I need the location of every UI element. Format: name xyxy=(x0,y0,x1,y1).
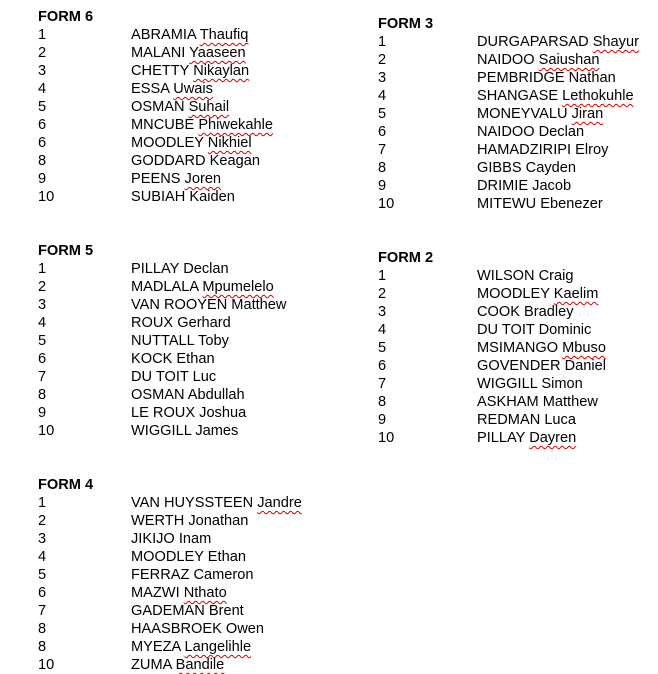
given-name-text: Uwais xyxy=(173,81,213,97)
roster-row-number: 5 xyxy=(38,99,47,115)
given-name-text: Declan xyxy=(183,261,229,277)
given-name-text: Dayren xyxy=(529,430,577,446)
roster-row xyxy=(378,69,639,87)
given-name-text: Phiwekahle xyxy=(198,117,273,133)
roster-row-name xyxy=(477,394,598,410)
surname-text: ABRAMIA xyxy=(131,27,196,43)
surname-text: GADEMAN xyxy=(131,603,205,619)
given-name-text: Suhail xyxy=(188,99,230,115)
surname-text: MAZWI xyxy=(131,585,180,601)
roster-row-name xyxy=(131,549,246,565)
column-left xyxy=(38,8,302,674)
surname-text: CHETTY xyxy=(131,63,190,79)
given-name-text: Toby xyxy=(198,333,229,349)
roster-row xyxy=(38,62,302,80)
roster-row xyxy=(38,332,302,350)
roster-row-name xyxy=(131,351,215,367)
column-right xyxy=(378,15,639,447)
surname-text: SUBIAH xyxy=(131,189,186,205)
form-roster xyxy=(378,267,639,447)
roster-row-number: 4 xyxy=(38,315,47,331)
roster-row-number: 8 xyxy=(38,621,47,637)
surname-text: KOCK xyxy=(131,351,173,367)
roster-row-number: 7 xyxy=(38,603,47,619)
given-name-text: Matthew xyxy=(542,394,598,410)
surname-text: PEMBRIDGE xyxy=(477,70,565,86)
surname-text: GOVENDER xyxy=(477,358,561,374)
roster-row xyxy=(38,638,302,656)
surname-text: WILSON xyxy=(477,268,535,284)
roster-row-number: 6 xyxy=(378,358,387,374)
given-name-text: Bradley xyxy=(524,304,574,320)
roster-row-number: 6 xyxy=(38,135,47,151)
roster-row-name xyxy=(477,430,576,446)
roster-row xyxy=(378,51,639,69)
roster-row-number: 2 xyxy=(38,279,47,295)
roster-row-name xyxy=(131,261,229,277)
surname-text: VAN ROOYEN xyxy=(131,297,228,313)
roster-row-name xyxy=(131,657,224,673)
form-roster xyxy=(38,26,302,206)
roster-row-name xyxy=(131,567,253,583)
roster-row xyxy=(378,429,639,447)
roster-row-name xyxy=(131,495,302,511)
roster-row-number: 1 xyxy=(38,261,47,277)
roster-row xyxy=(38,656,302,674)
surname-text: WIGGILL xyxy=(477,376,538,392)
surname-text: FERRAZ xyxy=(131,567,190,583)
surname-text: JIKIJO xyxy=(131,531,175,547)
roster-row-number: 6 xyxy=(38,117,47,133)
roster-row-number: 1 xyxy=(38,495,47,511)
roster-row-name xyxy=(477,376,583,392)
roster-row-number: 3 xyxy=(38,531,47,547)
given-name-text: Ethan xyxy=(176,351,215,367)
surname-text: DU TOIT xyxy=(477,322,535,338)
roster-row-number: 7 xyxy=(38,369,47,385)
given-name-text: Dominic xyxy=(538,322,592,338)
given-name-text: Bandile xyxy=(175,657,225,673)
given-name-text: Simon xyxy=(541,376,583,392)
roster-row xyxy=(38,368,302,386)
roster-row xyxy=(38,278,302,296)
surname-text: MONEYVALU xyxy=(477,106,568,122)
roster-row xyxy=(378,159,639,177)
given-name-text: Gerhard xyxy=(177,315,231,331)
roster-row-name xyxy=(131,27,248,43)
surname-text: DU TOIT xyxy=(131,369,189,385)
given-name-text: Thaufiq xyxy=(199,27,249,43)
form-title: FORM 3 xyxy=(378,16,434,32)
roster-row xyxy=(378,87,639,105)
roster-row xyxy=(38,26,302,44)
form-section xyxy=(38,8,302,206)
roster-row-name xyxy=(477,268,574,284)
surname-text: MOODLEY xyxy=(477,286,550,302)
roster-row-name xyxy=(131,99,229,115)
given-name-text: Shayur xyxy=(592,34,639,50)
surname-text: REDMAN xyxy=(477,412,541,428)
surname-text: MADLALA xyxy=(131,279,199,295)
surname-text: MOODLEY xyxy=(131,549,204,565)
surname-text: NUTTALL xyxy=(131,333,195,349)
surname-text: DRIMIE xyxy=(477,178,529,194)
surname-text: WERTH xyxy=(131,513,185,529)
roster-row xyxy=(378,141,639,159)
roster-row xyxy=(38,548,302,566)
roster-row-name xyxy=(131,405,246,421)
roster-row xyxy=(38,44,302,62)
form-roster xyxy=(38,260,302,440)
roster-row-name xyxy=(477,52,600,68)
roster-row xyxy=(38,620,302,638)
surname-text: WIGGILL xyxy=(131,423,192,439)
given-name-text: Nikaylan xyxy=(193,63,250,79)
roster-row-number: 10 xyxy=(38,189,55,205)
given-name-text: Brent xyxy=(208,603,244,619)
roster-row-name xyxy=(131,135,252,151)
given-name-text: Ethan xyxy=(207,549,246,565)
form-title: FORM 4 xyxy=(38,477,94,493)
form-title: FORM 6 xyxy=(38,9,94,25)
surname-text: ESSA xyxy=(131,81,170,97)
roster-row xyxy=(378,285,639,303)
roster-row-name xyxy=(131,639,251,655)
roster-row-number: 2 xyxy=(38,513,47,529)
surname-text: MITEWU xyxy=(477,196,537,212)
surname-text: MALANI xyxy=(131,45,186,61)
roster-row xyxy=(378,339,639,357)
roster-row xyxy=(378,123,639,141)
given-name-text: Lethokuhle xyxy=(562,88,634,104)
roster-row xyxy=(378,267,639,285)
surname-text: PILLAY xyxy=(131,261,180,277)
surname-text: MNCUBE xyxy=(131,117,195,133)
roster-row-name xyxy=(477,142,608,158)
roster-row xyxy=(38,260,302,278)
roster-row-name xyxy=(131,387,245,403)
roster-row-number: 7 xyxy=(378,142,387,158)
roster-row-number: 10 xyxy=(38,657,55,673)
roster-row-number: 9 xyxy=(38,171,47,187)
roster-row xyxy=(38,188,302,206)
roster-row xyxy=(38,152,302,170)
roster-row-name xyxy=(477,106,603,122)
given-name-text: Cameron xyxy=(193,567,254,583)
given-name-text: Jiran xyxy=(571,106,604,122)
roster-row-number: 5 xyxy=(38,567,47,583)
roster-row-name xyxy=(131,81,213,97)
roster-row-name xyxy=(131,333,229,349)
surname-text: OSMAN xyxy=(131,99,185,115)
roster-row-name xyxy=(131,585,227,601)
roster-row xyxy=(378,393,639,411)
given-name-text: Jandre xyxy=(257,495,302,511)
roster-row xyxy=(38,116,302,134)
given-name-text: Joshua xyxy=(199,405,247,421)
roster-row xyxy=(38,512,302,530)
roster-row-number: 4 xyxy=(378,88,387,104)
given-name-text: Matthew xyxy=(231,297,287,313)
roster-row xyxy=(378,33,639,51)
form-title: FORM 2 xyxy=(378,250,434,266)
roster-row-number: 10 xyxy=(378,430,395,446)
roster-row-name xyxy=(131,189,235,205)
surname-text: DURGAPARSAD xyxy=(477,34,589,50)
roster-row-number: 8 xyxy=(378,160,387,176)
roster-row xyxy=(38,296,302,314)
given-name-text: Jacob xyxy=(532,178,572,194)
roster-row xyxy=(38,350,302,368)
surname-text: NAIDOO xyxy=(477,124,535,140)
surname-text: MOODLEY xyxy=(131,135,204,151)
roster-row xyxy=(38,602,302,620)
roster-row-number: 9 xyxy=(38,405,47,421)
roster-row-name xyxy=(477,70,616,86)
form-section xyxy=(378,15,639,213)
roster-row-number: 4 xyxy=(38,549,47,565)
roster-row-number: 2 xyxy=(378,286,387,302)
given-name-text: Yaaseen xyxy=(189,45,246,61)
given-name-text: Ebenezer xyxy=(540,196,603,212)
roster-row-name xyxy=(131,117,273,133)
roster-row-number: 1 xyxy=(378,268,387,284)
roster-row-name xyxy=(477,196,603,212)
given-name-text: Elroy xyxy=(575,142,609,158)
surname-text: MSIMANGO xyxy=(477,340,559,356)
roster-row xyxy=(378,195,639,213)
surname-text: VAN HUYSSTEEN xyxy=(131,495,254,511)
roster-row xyxy=(378,303,639,321)
roster-row-name xyxy=(477,304,574,320)
roster-row-number: 3 xyxy=(378,70,387,86)
given-name-text: Langelihle xyxy=(184,639,252,655)
roster-row-number: 6 xyxy=(378,124,387,140)
roster-row-name xyxy=(131,153,260,169)
roster-row-name xyxy=(131,63,249,79)
roster-row xyxy=(38,80,302,98)
roster-row-name xyxy=(131,45,246,61)
form-roster xyxy=(378,33,639,213)
roster-row-name xyxy=(131,603,244,619)
given-name-text: Joren xyxy=(184,171,222,187)
roster-row-name xyxy=(477,34,639,50)
roster-row xyxy=(378,411,639,429)
surname-text: GIBBS xyxy=(477,160,522,176)
given-name-text: Luc xyxy=(192,369,217,385)
form-section xyxy=(378,249,639,447)
given-name-text: Declan xyxy=(538,124,585,140)
surname-text: ROUX xyxy=(131,315,174,331)
given-name-text: Mbuso xyxy=(562,340,606,356)
roster-row-number: 5 xyxy=(378,106,387,122)
roster-row-name xyxy=(477,286,598,302)
roster-row-number: 4 xyxy=(38,81,47,97)
form-section xyxy=(38,476,302,674)
given-name-text: Kaelim xyxy=(553,286,599,302)
given-name-text: Kaiden xyxy=(189,189,235,205)
given-name-text: Craig xyxy=(538,268,574,284)
roster-row-number: 6 xyxy=(38,585,47,601)
surname-text: OSMAN xyxy=(131,387,185,403)
roster-row xyxy=(38,566,302,584)
form-title: FORM 5 xyxy=(38,243,94,259)
roster-row xyxy=(378,105,639,123)
form-section xyxy=(38,242,302,440)
given-name-text: Saiushan xyxy=(538,52,600,68)
surname-text: SHANGASE xyxy=(477,88,559,104)
surname-text: NAIDOO xyxy=(477,52,535,68)
roster-row-number: 3 xyxy=(378,304,387,320)
surname-text: HAMADZIRIPI xyxy=(477,142,572,158)
given-name-text: Nathan xyxy=(568,70,616,86)
roster-row-name xyxy=(131,171,221,187)
surname-text: GODDARD xyxy=(131,153,206,169)
roster-row-number: 8 xyxy=(38,153,47,169)
roster-row xyxy=(38,98,302,116)
roster-row-name xyxy=(131,315,231,331)
roster-row-name xyxy=(131,369,216,385)
roster-row xyxy=(378,375,639,393)
surname-text: ASKHAM xyxy=(477,394,539,410)
roster-row-number: 3 xyxy=(38,297,47,313)
given-name-text: Luca xyxy=(544,412,576,428)
roster-row-number: 1 xyxy=(38,27,47,43)
roster-row xyxy=(38,584,302,602)
roster-row xyxy=(378,177,639,195)
roster-row-name xyxy=(477,340,606,356)
roster-row-name xyxy=(477,358,606,374)
roster-row xyxy=(378,321,639,339)
roster-row xyxy=(38,530,302,548)
roster-row-name xyxy=(477,88,634,104)
roster-row xyxy=(38,422,302,440)
surname-text: HAASBROEK xyxy=(131,621,222,637)
given-name-text: Owen xyxy=(225,621,265,637)
roster-row xyxy=(38,494,302,512)
roster-row-number: 10 xyxy=(38,423,55,439)
roster-row-name xyxy=(131,279,274,295)
given-name-text: Cayden xyxy=(525,160,576,176)
surname-text: LE ROUX xyxy=(131,405,196,421)
roster-row-number: 4 xyxy=(378,322,387,338)
given-name-text: Nikhiel xyxy=(207,135,252,151)
roster-row-number: 9 xyxy=(378,178,387,194)
form-roster xyxy=(38,494,302,674)
given-name-text: Jonathan xyxy=(188,513,249,529)
roster-row-number: 3 xyxy=(38,63,47,79)
roster-row-name xyxy=(477,160,576,176)
given-name-text: Daniel xyxy=(564,358,606,374)
roster-row-number: 8 xyxy=(38,639,47,655)
surname-text: PEENS xyxy=(131,171,181,187)
roster-row xyxy=(38,386,302,404)
roster-row-number: 6 xyxy=(38,351,47,367)
given-name-text: Mpumelelo xyxy=(202,279,274,295)
given-name-text: Keagan xyxy=(209,153,260,169)
roster-row-name xyxy=(477,322,591,338)
roster-row-name xyxy=(477,124,584,140)
surname-text: COOK xyxy=(477,304,520,320)
roster-row-name xyxy=(131,513,248,529)
roster-row xyxy=(38,404,302,422)
roster-row-name xyxy=(477,412,576,428)
roster-row-name xyxy=(131,531,211,547)
roster-row-name xyxy=(131,297,286,313)
roster-row xyxy=(38,314,302,332)
surname-text: MYEZA xyxy=(131,639,181,655)
roster-row-number: 2 xyxy=(38,45,47,61)
roster-row-number: 8 xyxy=(38,387,47,403)
given-name-text: Abdullah xyxy=(187,387,245,403)
roster-row-name xyxy=(477,178,571,194)
roster-row-number: 2 xyxy=(378,52,387,68)
roster-row-number: 7 xyxy=(378,376,387,392)
surname-text: PILLAY xyxy=(477,430,526,446)
roster-row-number: 1 xyxy=(378,34,387,50)
roster-row-name xyxy=(131,423,238,439)
roster-row-number: 10 xyxy=(378,196,395,212)
roster-row xyxy=(38,134,302,152)
roster-row xyxy=(378,357,639,375)
roster-row-number: 9 xyxy=(378,412,387,428)
roster-row-name xyxy=(131,621,264,637)
given-name-text: James xyxy=(195,423,239,439)
roster-row-number: 8 xyxy=(378,394,387,410)
given-name-text: Nthato xyxy=(183,585,227,601)
roster-row-number: 5 xyxy=(38,333,47,349)
roster-row xyxy=(38,170,302,188)
given-name-text: Inam xyxy=(178,531,212,547)
roster-row-number: 5 xyxy=(378,340,387,356)
surname-text: ZUMA xyxy=(131,657,172,673)
